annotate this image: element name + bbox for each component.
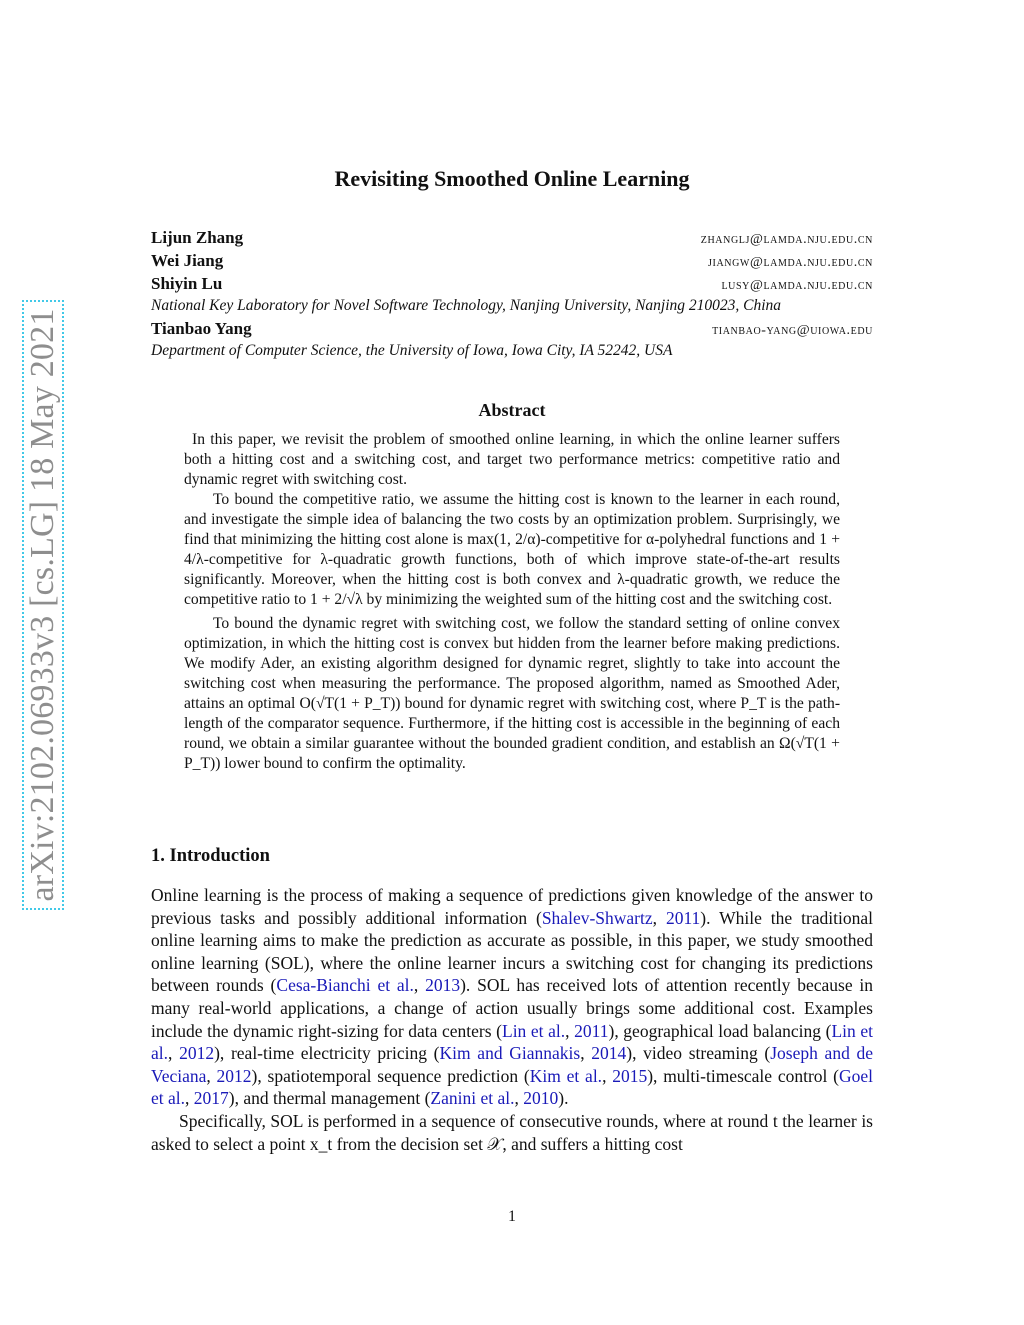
author-row [151, 319, 873, 341]
math-expression: Ω(√T(1 + P_T)) [184, 735, 840, 772]
author-email[interactable]: tianbao-yang@uiowa.edu [712, 323, 873, 338]
intro-text: ), multi-timescale control ( [647, 1065, 839, 1086]
intro-text: , [565, 1020, 575, 1041]
affiliation: National Key Laboratory for Novel Software Technology, Nanjing University, Nanjing 210023, China [151, 297, 782, 314]
citation-link[interactable]: Kim and Giannakis [439, 1043, 581, 1064]
citation-link[interactable]: Shalev-Shwartz [541, 907, 653, 928]
citation-link[interactable]: 2010 [523, 1088, 559, 1109]
intro-text: , [602, 1065, 613, 1086]
author-name: Shiyin Lu [151, 274, 223, 293]
abstract-paragraph: In this paper, we revisit the problem of smoothed online learning, in which the online learner suffers both a hitting cost and a switching cost, and target two performance metrics: competitive ratio and dynamic regret with switching cost. [184, 431, 840, 488]
intro-body [151, 884, 873, 1155]
intro-text: ), real-time electricity pricing ( [214, 1043, 440, 1064]
citation-link[interactable]: Zanini et al. [430, 1088, 515, 1109]
section-heading: 1. Introduction [151, 846, 270, 866]
affiliation: Department of Computer Science, the University of Iowa, Iowa City, IA 52242, USA [151, 342, 673, 359]
intro-paragraph: Specifically, SOL is performed in a sequence of consecutive rounds, where at round t the learner is asked to select a point x_t from the decision set 𝒳, and suffers a hitting cost [151, 1110, 873, 1154]
intro-text: ), and thermal management ( [228, 1088, 431, 1109]
citation-link[interactable]: Goel et al. [151, 1065, 874, 1109]
paper-title: Revisiting Smoothed Online Learning [334, 166, 690, 191]
abstract-paragraph: To bound the competitive ratio, we assume the hitting cost is known to the learner in each round, and investigate the simple idea of balancing the two costs by an optimization problem. Surprisingly, we find that minimizing the hitting cost alone is max(1, 2/α)-competitive for α-polyhedral functions and 1 + 4/λ-competitive for λ-quadratic growth functions, both of which improve state-of-the-art results significantly. Moreover, when the hitting cost is both convex and λ-quadratic growth, we reduce the competitive ratio to 1 + 2/√λ by minimizing the weighted sum of the hitting cost and the switching cost. [184, 491, 840, 608]
intro-text: , [413, 975, 426, 996]
citation-link[interactable]: Cesa-Bianchi et al. [276, 975, 414, 996]
author-email[interactable]: jiangw@lamda.nju.edu.cn [708, 255, 873, 270]
intro-text: , [652, 907, 666, 928]
intro-text: ), spatiotemporal sequence prediction ( [251, 1065, 530, 1086]
abstract-heading: Abstract [478, 400, 546, 420]
citation-link[interactable]: 2011 [665, 907, 701, 928]
citation-link[interactable]: 2014 [591, 1043, 627, 1064]
author-email[interactable]: zhanglj@lamda.nju.edu.cn [700, 232, 873, 247]
intro-text: ), video streaming ( [626, 1043, 771, 1064]
citation-link[interactable]: 2011 [574, 1020, 609, 1041]
citation-link[interactable]: 2013 [425, 975, 461, 996]
author-row [151, 251, 873, 273]
fraction: 2/α [515, 531, 536, 548]
citation-link[interactable]: 2012 [179, 1043, 215, 1064]
citation-link[interactable]: Lin et al. [151, 1020, 874, 1064]
intro-text: , [168, 1043, 180, 1064]
citation-link[interactable]: 2017 [193, 1088, 229, 1109]
intro-text: , [185, 1088, 194, 1109]
author-email[interactable]: lusy@lamda.nju.edu.cn [721, 278, 873, 293]
author-row [151, 274, 873, 296]
abstract-body [184, 430, 840, 774]
author-name: Lijun Zhang [151, 228, 244, 247]
intro-text: Online learning is the process of making a sequence of predictions given knowledge of the answer to previous tasks and possibly additional information ( [151, 885, 873, 928]
fraction: 4/λ [184, 551, 204, 568]
page-number: 1 [508, 1208, 516, 1225]
citation-link[interactable]: 2015 [612, 1065, 648, 1086]
intro-text: ), geographical load balancing ( [608, 1020, 832, 1041]
fraction: 2/√λ [334, 591, 363, 608]
citation-link[interactable]: Kim et al. [529, 1065, 603, 1086]
author-row [151, 228, 873, 250]
arxiv-stamp [22, 300, 64, 910]
author-name: Tianbao Yang [151, 319, 252, 338]
intro-paragraph [151, 884, 873, 1110]
math-expression: O(√T(1 + P_T)) [299, 695, 401, 712]
intro-text: , [514, 1088, 524, 1109]
math-expression: P_T [740, 695, 767, 712]
intro-text: ). [558, 1088, 569, 1109]
citation-link[interactable]: Joseph and de Veciana [151, 1043, 874, 1086]
author-name: Wei Jiang [151, 251, 224, 270]
arxiv-stamp-text: arXiv:2102.06933v3 [cs.LG] 18 May 2021 [24, 308, 61, 902]
intro-text: ). While the traditional online learning aims to make the prediction as accurate as possible, in this paper, we study smoothed online learning (SOL), where the online learner incurs a switching cost for changing its predictions between rounds ( [151, 907, 874, 996]
citation-link[interactable]: Lin et al. [502, 1020, 566, 1041]
intro-text: , [206, 1065, 217, 1086]
abstract-paragraph: To bound the dynamic regret with switching cost, we follow the standard setting of online convex optimization, in which the hitting cost is convex but hidden from the learner before making predictions. We modify Ader, an existing algorithm designed for dynamic regret, slightly to take into account the switching cost when measuring the performance. The proposed algorithm, named as Smoothed Ader, attains an optimal O(√T(1 + P_T)) bound for dynamic regret with switching cost, where P_T is the path-length of the comparator sequence. Furthermore, if the hitting cost is accessible in the beginning of each round, we obtain a similar guarantee without the bounded gradient condition, and establish an Ω(√T(1 + P_T)) lower bound to confirm the optimality. [184, 615, 841, 772]
citation-link[interactable]: 2012 [216, 1065, 252, 1086]
intro-text: , [580, 1043, 592, 1064]
intro-text: ). SOL has received lots of attention recently because in many real-world applications, a change of action usually brings some additional cost. Examples include the dynamic right-sizing for data centers ( [151, 975, 874, 1041]
